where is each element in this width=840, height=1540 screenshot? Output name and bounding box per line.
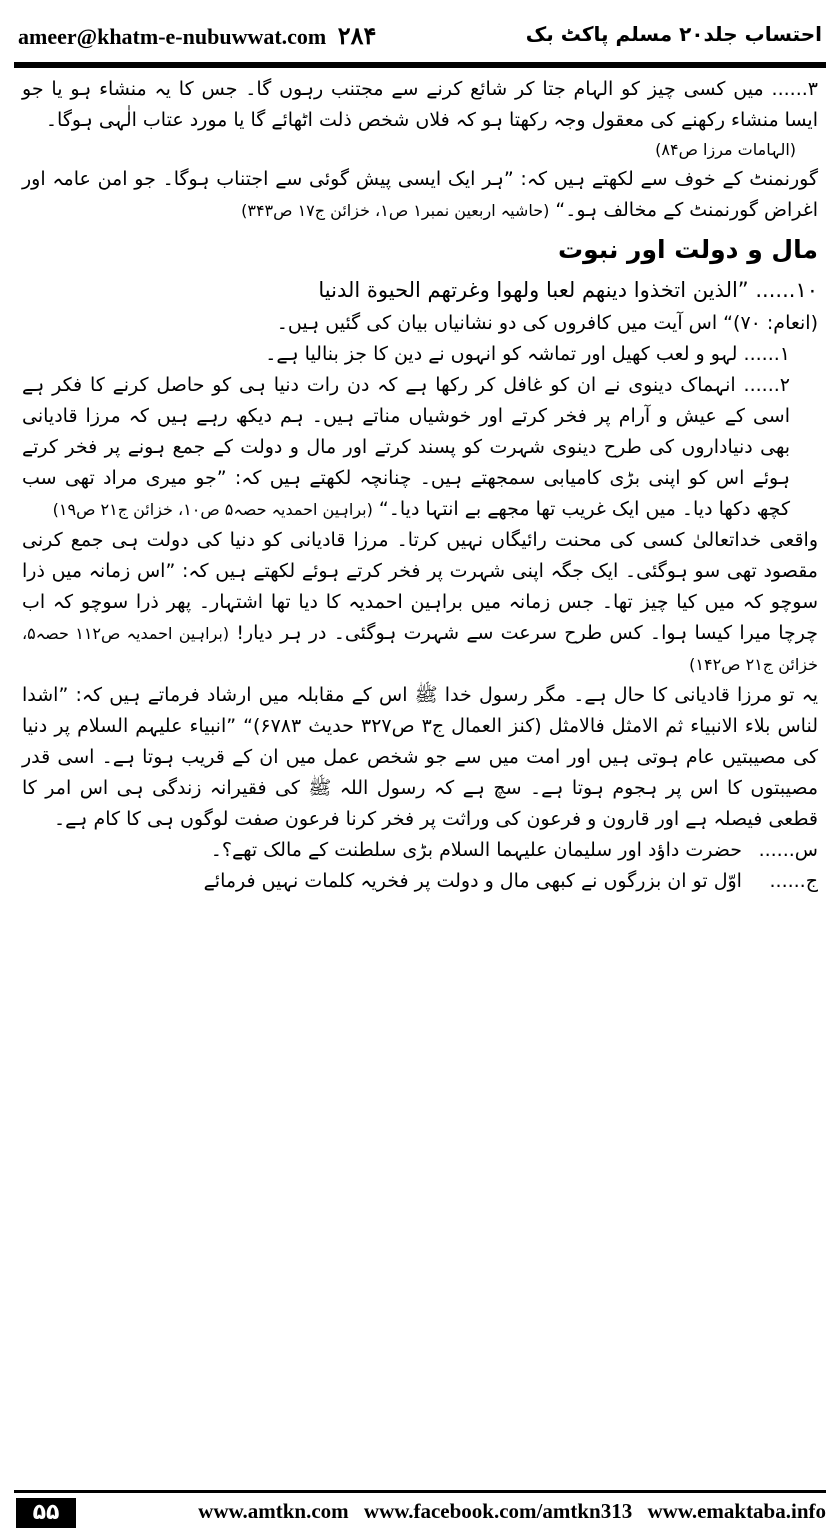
footer-link-facebook[interactable]: www.facebook.com/amtkn313 bbox=[363, 1499, 633, 1523]
footer-rule bbox=[14, 1490, 826, 1493]
list-item bbox=[22, 370, 818, 525]
verse-text: ”الذین اتخذوا دینهم لعبا ولهوا وغرتهم الحیوة الدنیا bbox=[318, 278, 749, 302]
answer-text: اوّل تو ان بزرگوں نے کبھی مال و دولت پر فخریہ کلمات نہیں فرمائے bbox=[203, 870, 742, 892]
paragraph-3 bbox=[22, 74, 818, 136]
citation: (حاشیہ اربعین نمبر۱ ص۱، خزائن ج۱۷ ص۳۴۳) bbox=[241, 201, 550, 220]
section-heading: مال و دولت اور نبوت bbox=[557, 235, 818, 264]
item-number: ۱...... bbox=[743, 343, 790, 365]
quran-verse bbox=[22, 272, 818, 308]
question bbox=[22, 835, 818, 866]
paragraph-text: گورنمنٹ کے خوف سے لکھتے ہیں کہ: ”ہر ایک ایسی پیش گوئی سے اجتناب ہوگا۔ جو امن عامہ اور اغراض گورنمنٹ کے مخالف ہو۔“ bbox=[22, 168, 818, 221]
item-text: انہماک دینوی نے ان کو غافل کر رکھا ہے کہ دن رات دنیا ہی کو حاصل کرنے کا فکر ہے اسی کے عیش و آرام پر فخر کرتے اور خوشیاں مناتے ہیں۔ ہم دیکھ رہے ہیں کہ مرزا قادیانی بھی دنیاداروں کی طرح دینوی شہرت کو پسند کرتے اور مال و دولت کے جمع ہونے پر فخر کرتے ہوئے اس کو اپنی بڑی کامیابی سمجھتے ہیں۔ چنانچہ لکھتے ہیں کہ: ”جو میری مراد تھی سب کچھ دکھا دیا۔ میں ایک غریب تھا مجھے بے انتہا دیا۔“ bbox=[22, 374, 790, 520]
answer bbox=[22, 866, 818, 897]
paragraph-government bbox=[22, 164, 818, 226]
footer-link-amtkn[interactable]: www.amtkn.com bbox=[198, 1499, 349, 1523]
page-header bbox=[18, 22, 822, 56]
header-page-number: ۲۸۴ bbox=[337, 24, 377, 50]
header-book-title: احتساب جلد۲۰ مسلم پاکٹ بک bbox=[525, 22, 822, 46]
header-email[interactable]: ameer@khatm-e-nubuwwat.com bbox=[18, 24, 327, 49]
footer-links bbox=[86, 1499, 826, 1524]
page-body bbox=[22, 74, 818, 1484]
question-text: حضرت داؤد اور سلیمان علیہما السلام بڑی سلطنت کے مالک تھے؟۔ bbox=[210, 839, 742, 861]
answer-label: ج...... bbox=[769, 870, 818, 892]
footer-link-emaktaba[interactable]: www.emaktaba.info bbox=[647, 1499, 826, 1523]
paragraph-text: واقعی خداتعالیٰ کسی کی محنت رائیگاں نہیں کرتا۔ مرزا قادیانی کو دنیا کی دولت ہی جمع کرنی مقصود تھی سو ہوگئی۔ ایک جگہ اپنی شہرت پر فخر کرتے ہوئے لکھتے ہیں کہ: ”اس زمانہ میں ذرا سوچو کہ میں کیا چیز تھا۔ جس زمانہ میں براہین احمدیہ کا دیا تھا اشتہار۔ پھر ذرا سوچو کہ اب چرچا میرا کیسا ہوا۔ کس طرح سرعت سے شہرت ہوگئی۔ در ہر دیار! bbox=[22, 529, 819, 644]
citation: (براہین احمدیہ ص۱۱۲ حصہ۵، خزائن ج۲۱ ص۱۴۲) bbox=[22, 624, 818, 674]
page-footer bbox=[14, 1490, 826, 1530]
footer-page-number: ۵۵ bbox=[16, 1498, 76, 1528]
paragraph-text: میں کسی چیز کو الہام جتا کر شائع کرنے سے مجتنب رہوں گا۔ جس کا یہ منشاء ہو یا جو ایسا منشاء رکھنے کی معقول وجہ رکھتا ہو کہ فلاں شخص ذلت اٹھائے گا یا مورد عتاب الٰہی ہوگا۔ bbox=[22, 78, 818, 131]
paragraph-number: ۱۰...... bbox=[755, 278, 818, 302]
citation: (الہامات مرزا ص۸۴) bbox=[655, 140, 796, 159]
verse-explanation: (انعام: ۷۰)“ اس آیت میں کافروں کی دو نشانیاں بیان کی گئیں ہیں۔ bbox=[276, 312, 818, 334]
item-text: لہو و لعب کھیل اور تماشہ کو انہوں نے دین کا جز بنالیا ہے۔ bbox=[265, 343, 738, 365]
paragraph-hadith: یہ تو مرزا قادیانی کا حال ہے۔ مگر رسول خدا ﷺ اس کے مقابلہ میں ارشاد فرماتے ہیں کہ: ”اشدا لناس بلاء الانبیاء ثم الامثل فالامثل (کنز العمال ج۳ ص۳۲۷ حدیث ۶۷۸۳)“ ”انبیاء علیہم السلام پر دنیا کی مصیبتیں عام ہوتی ہیں اور امت میں سے جو شخص عمل میں ان کے قریب ہوتا ہے۔ اسی قدر مصیبتوں کا اس پر ہجوم ہوتا ہے۔ سچ ہے کہ رسول اللہ ﷺ کی فقیرانہ زندگی ہی اس امر کا قطعی فیصلہ ہے اور قارون و فرعون کی وراثت پر فخر کرنا فرعون صفت لوگوں ہی کا کام ہے۔ bbox=[22, 684, 818, 830]
header-rule bbox=[14, 62, 826, 68]
paragraph-number: ۳...... bbox=[771, 78, 818, 100]
item-number: ۲...... bbox=[743, 374, 790, 396]
question-label: س...... bbox=[758, 839, 818, 861]
citation: (براہین احمدیہ حصہ۵ ص۱۰، خزائن ج۲۱ ص۱۹) bbox=[52, 500, 373, 519]
paragraph-wealth bbox=[22, 525, 818, 680]
sub-list bbox=[22, 339, 818, 525]
header-left bbox=[18, 22, 376, 51]
list-item bbox=[22, 339, 818, 370]
